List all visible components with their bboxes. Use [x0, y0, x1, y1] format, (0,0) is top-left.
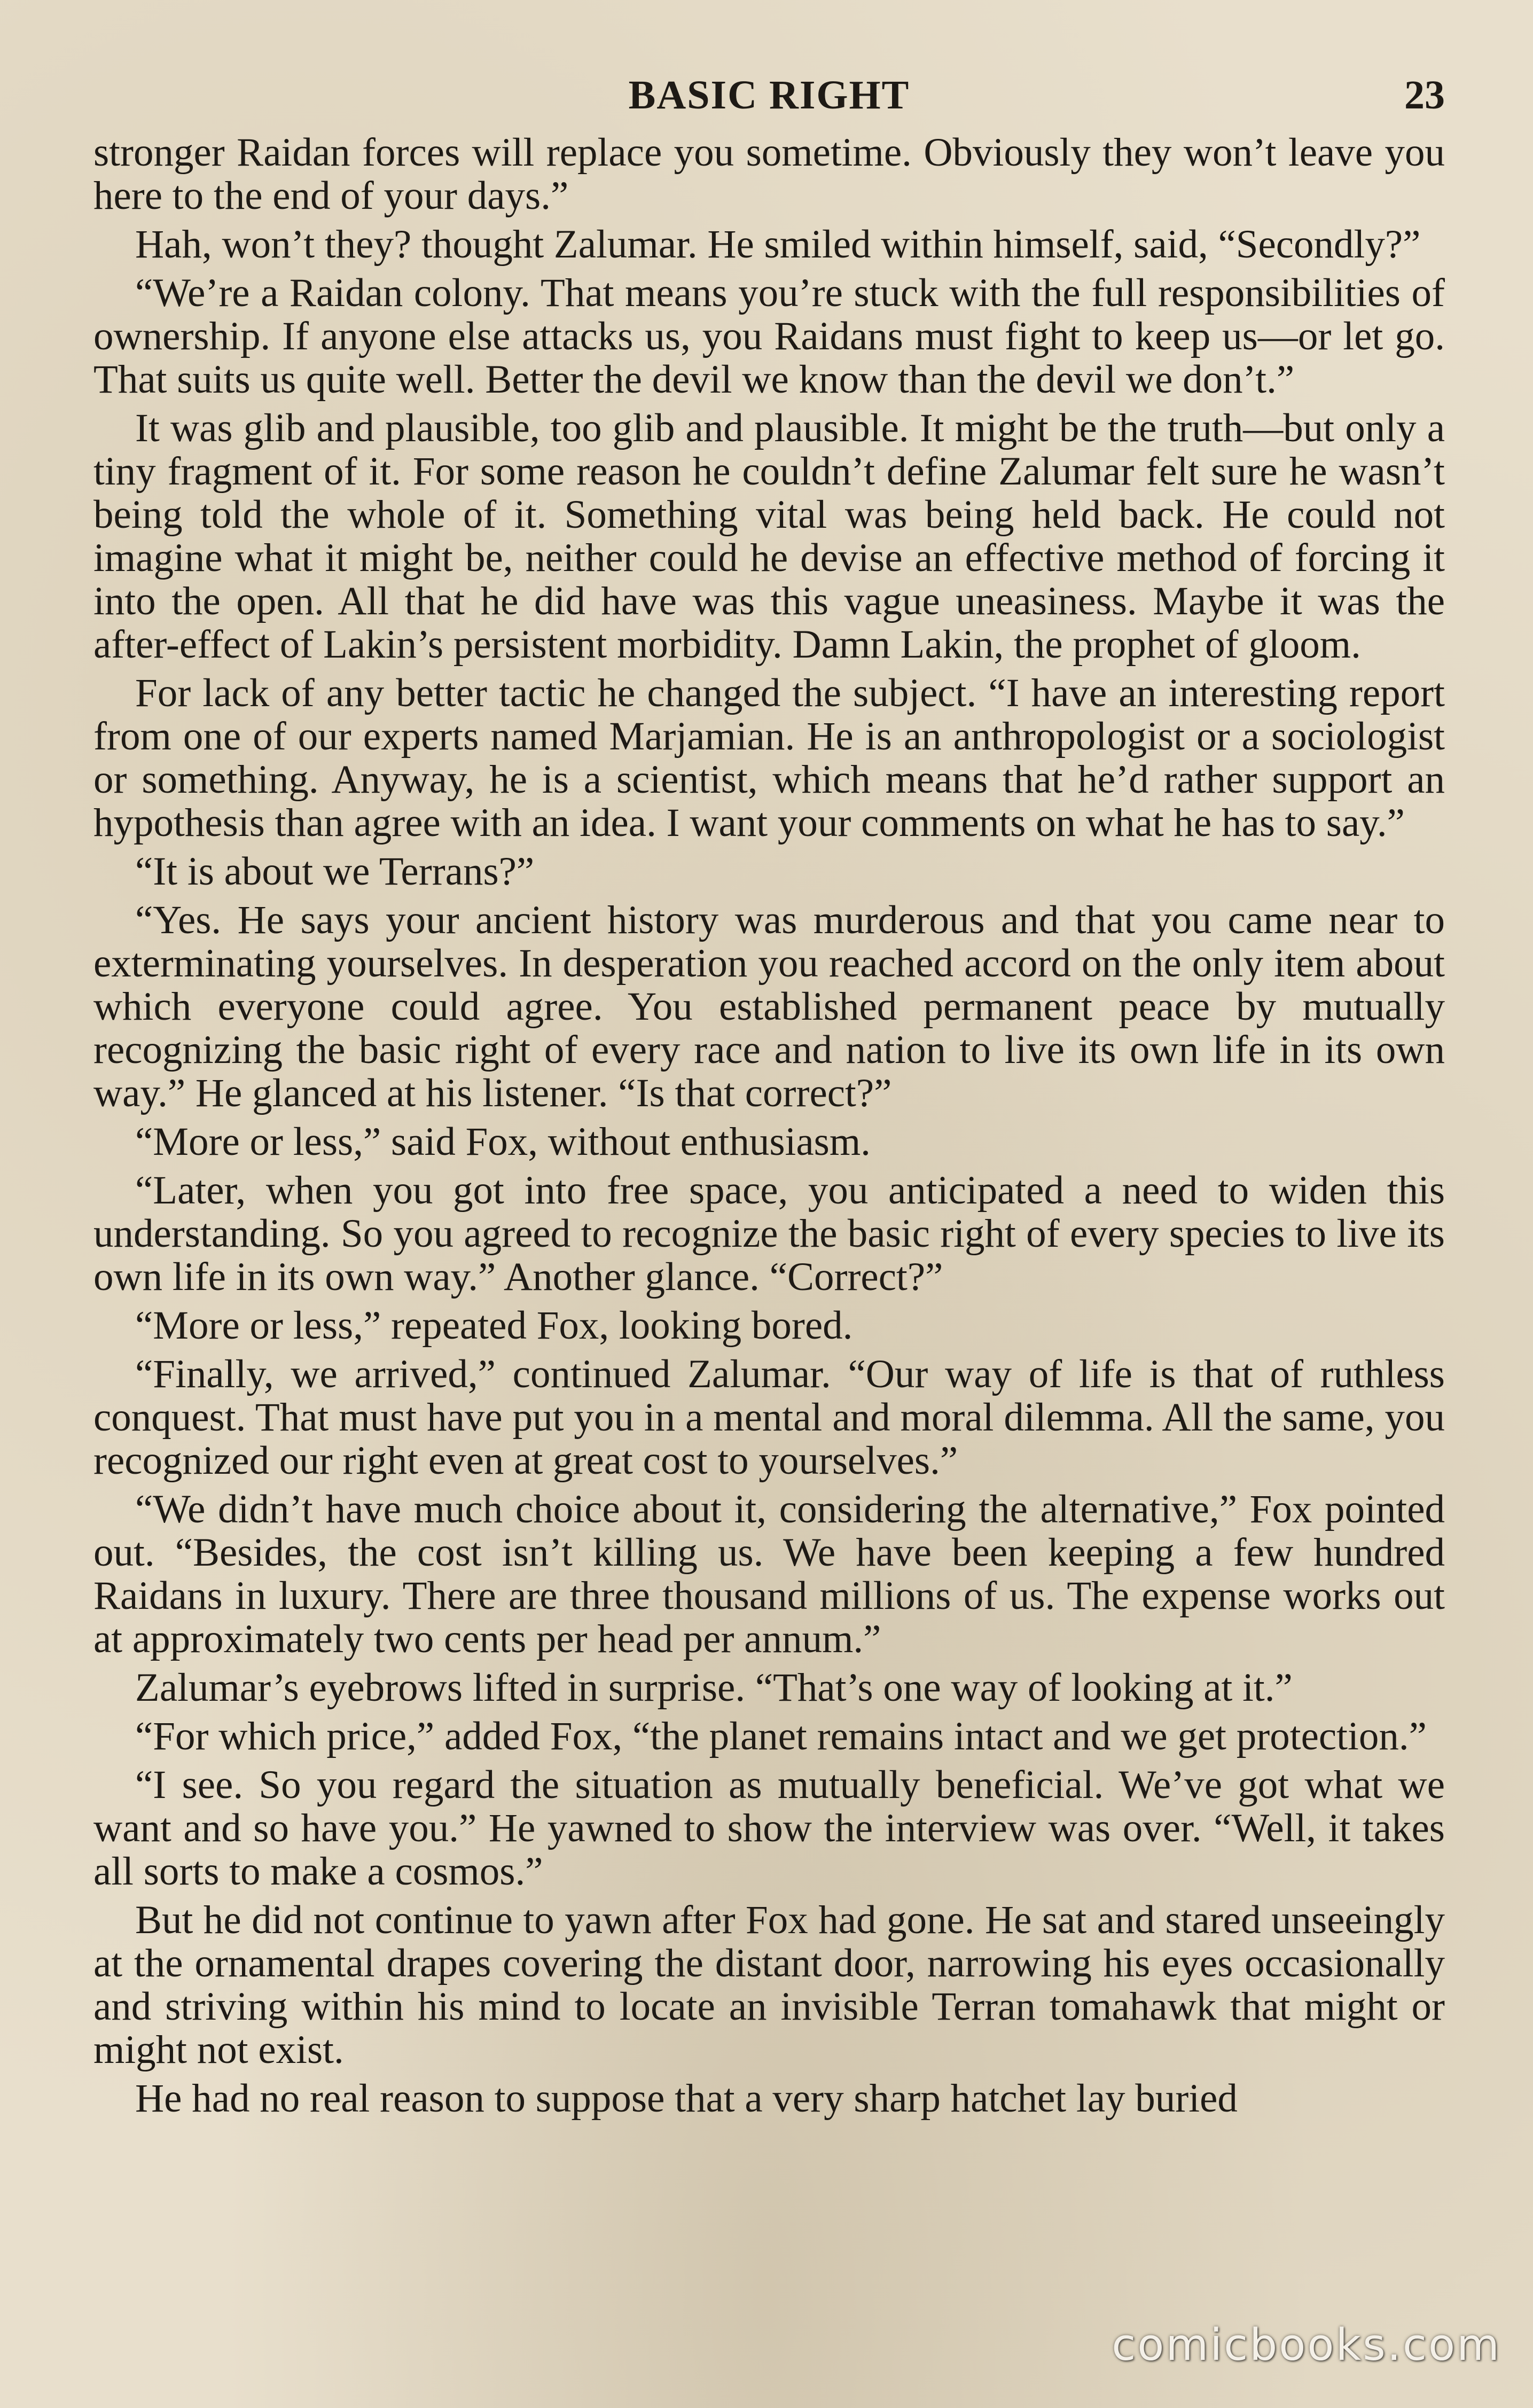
paragraph-5: For lack of any better tactic he changed the subject. “I have an interesting report from one of our experts named Marjamian. He is an anthropologist or a sociologist or something. Anyway, he is a scientist, which means that he’d rather support an hypothesis than agree with an idea. I want your comments on what he has to say.”	[93, 671, 1445, 845]
page-header	[93, 72, 1445, 131]
paragraph-10: “More or less,” repeated Fox, looking bored.	[135, 1303, 853, 1348]
paragraph-17: He had no real reason to suppose that a very sharp hatchet lay buried	[135, 2076, 1238, 2121]
paragraph-7: “Yes. He says your ancient history was murderous and that you came near to exterminating yourselves. In desperation you reached accord on the only item about which everyone could agree. You established permanent peace by mutually recognizing the basic right of every race and nation to live its own life in its own way.” He glanced at his listener. “Is that correct?”	[93, 898, 1445, 1115]
body-text	[93, 131, 1445, 2120]
paragraph-6: “It is about we Terrans?”	[135, 849, 535, 894]
paragraph-14: “For which price,” added Fox, “the planet remains intact and we get protection.”	[135, 1714, 1427, 1758]
watermark: comicbooks.com	[1112, 2320, 1501, 2371]
paragraph-11: “Finally, we arrived,” continued Zalumar. “Our way of life is that of ruthless conquest. That must have put you in a mental and moral dilemma. All the same, you recognized our right even at great cost to yourselves.”	[93, 1352, 1445, 1483]
paragraph-13: Zalumar’s eyebrows lifted in surprise. “That’s one way of looking at it.”	[135, 1666, 1293, 1710]
paragraph-15: “I see. So you regard the situation as mutually beneficial. We’ve got what we want and so have you.” He yawned to show the interview was over. “Well, it takes all sorts to make a cosmos.”	[93, 1763, 1445, 1894]
paragraph-3: “We’re a Raidan colony. That means you’re stuck with the full responsibilities of ownership. If anyone else attacks us, you Raidans must fight to keep us—or let go. That suits us quite well. Better the devil we know than the devil we don’t.”	[93, 271, 1445, 402]
paragraph-16: But he did not continue to yawn after Fox had gone. He sat and stared unseeingly at the ornamental drapes covering the distant door, narrowing his eyes occasionally and striving within his mind to locate an invisible Terran tomahawk that might or might not exist.	[93, 1898, 1445, 2072]
page-number: 23	[1404, 73, 1445, 118]
paragraph-8: “More or less,” said Fox, without enthusiasm.	[135, 1120, 871, 1164]
paragraph-1: stronger Raidan forces will replace you sometime. Obviously they won’t leave you here to the end of your days.”	[93, 130, 1445, 218]
running-title: BASIC RIGHT	[628, 73, 910, 118]
paragraph-9: “Later, when you got into free space, you anticipated a need to widen this understanding. So you agreed to recognize the basic right of every species to live its own life in its own way.” Another glance. “Correct?”	[93, 1168, 1445, 1299]
paragraph-4: It was glib and plausible, too glib and plausible. It might be the truth—but only a tiny fragment of it. For some reason he couldn’t define Zalumar felt sure he wasn’t being told the whole of it. Something vital was being held back. He could not imagine what it might be, neither could he devise an effective method of forcing it into the open. All that he did have was this vague uneasiness. Maybe it was the after-effect of Lakin’s persistent morbidity. Damn Lakin, the prophet of gloom.	[93, 406, 1445, 667]
book-page	[93, 72, 1445, 2125]
paragraph-12: “We didn’t have much choice about it, considering the alternative,” Fox pointed out. “Besides, the cost isn’t killing us. We have been keeping a few hundred Raidans in luxury. There are three thousand millions of us. The expense works out at approximately two cents per head per annum.”	[93, 1487, 1445, 1661]
paragraph-2: Hah, won’t they? thought Zalumar. He smiled within himself, said, “Secondly?”	[135, 222, 1421, 267]
